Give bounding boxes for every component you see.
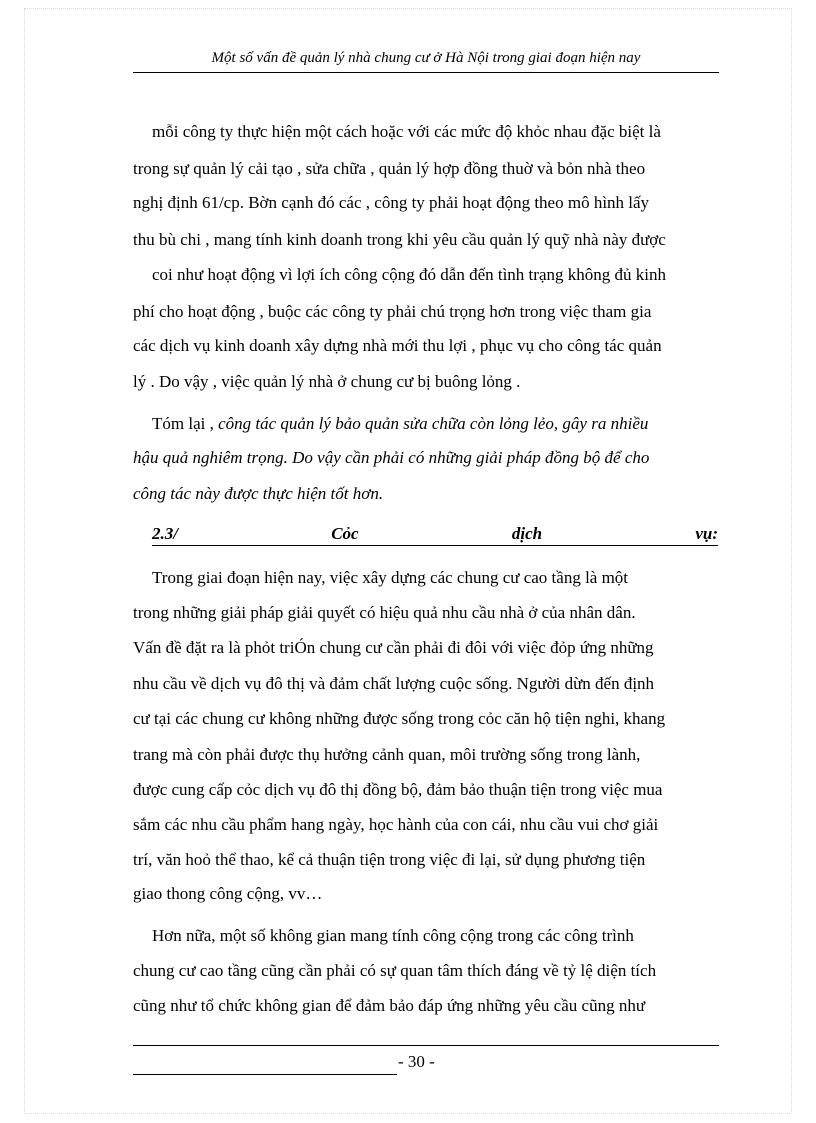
body-line: trong sự quản lý cải tạo , sửa chữa , quản lý hợp đồng thuờ và bỏn nhà theo bbox=[133, 159, 646, 178]
body-line: lý . Do vậy , việc quản lý nhà ở chung cư bị buông lỏng . bbox=[133, 372, 521, 391]
body-line: coi như hoạt động vì lợi ích công cộng đó dẫn đến tình trạng không đủ kinh bbox=[152, 265, 666, 284]
body-line: được cung cấp cỏc dịch vụ đô thị đồng bộ, đảm bảo thuận tiện trong việc mua bbox=[133, 780, 663, 799]
body-line: Hơn nữa, một số không gian mang tính công cộng trong các công trình bbox=[152, 926, 634, 945]
body-line: sắm các nhu cầu phẩm hang ngày, học hành của con cái, nhu cầu vui chơ giải bbox=[133, 815, 659, 834]
body-line: nghị định 61/cp. Bờn cạnh đó các , công ty phải hoạt động theo mô hình lấy bbox=[133, 193, 650, 212]
section-heading bbox=[152, 524, 718, 546]
footer-line bbox=[133, 1074, 397, 1075]
section-number: 2.3/ bbox=[152, 524, 178, 543]
body-line: nhu cầu về dịch vụ đô thị và đảm chất lượng cuộc sống. Người dừn đến định bbox=[133, 674, 655, 693]
body-line: các dịch vụ kinh doanh xây dựng nhà mới thu lợi , phục vụ cho công tác quản bbox=[133, 336, 662, 355]
body-line: thu bù chi , mang tính kinh doanh trong khi yêu cầu quản lý quỹ nhà này được bbox=[133, 230, 666, 249]
section-word: Cỏc bbox=[331, 524, 359, 543]
summary-italic: công tác quản lý bảo quản sửa chữa còn lỏng lẻo, gây ra nhiều bbox=[218, 414, 649, 433]
body-line: Vấn đề đặt ra là phỏt triÓn chung cư cần phải đi đôi với việc đỏp ứng những bbox=[133, 638, 654, 657]
body-line: phí cho hoạt động , buộc các công ty phải chú trọng hơn trong việc tham gia bbox=[133, 302, 652, 321]
body-line: trong những giải pháp giải quyết có hiệu quả nhu cầu nhà ở của nhân dân. bbox=[133, 603, 636, 622]
section-word: vụ: bbox=[695, 524, 718, 543]
running-header: Một số vấn đề quản lý nhà chung cư ở Hà Nội trong giai đoạn hiện nay bbox=[211, 50, 641, 66]
body-line: Trong giai đoạn hiện nay, việc xây dựng các chung cư cao tầng là một bbox=[152, 568, 629, 587]
body-line: trí, văn hoỏ thể thao, kể cả thuận tiện trong việc đi lại, sử dụng phương tiện bbox=[133, 850, 646, 869]
footer-rule bbox=[133, 1045, 719, 1046]
body-line: chung cư cao tầng cũng cần phải có sự quan tâm thích đáng về tỷ lệ diện tích bbox=[133, 961, 657, 980]
summary-lead: Tóm lại , bbox=[152, 414, 219, 433]
page-number: - 30 - bbox=[398, 1052, 435, 1071]
header-rule bbox=[133, 72, 719, 73]
section-word: dịch bbox=[511, 524, 543, 543]
body-line: giao thong công cộng, vv… bbox=[133, 884, 323, 903]
body-line: trang mà còn phải được thụ hưởng cảnh quan, môi trường sống trong lành, bbox=[133, 745, 641, 764]
summary-line bbox=[152, 414, 648, 434]
summary-line: hậu quả nghiêm trọng. Do vậy cần phải có những giải pháp đồng bộ để cho bbox=[133, 448, 650, 467]
summary-line: công tác này được thực hiện tốt hơn. bbox=[133, 484, 384, 503]
body-line: cư tại các chung cư không những được sống trong cỏc căn hộ tiện nghi, khang bbox=[133, 709, 666, 728]
body-line: cũng như tổ chức không gian để đảm bảo đáp ứng những yêu cầu cũng như bbox=[133, 996, 646, 1015]
body-line: mỗi công ty thực hiện một cách hoặc với các mức độ khỏc nhau đặc biệt là bbox=[152, 122, 661, 141]
